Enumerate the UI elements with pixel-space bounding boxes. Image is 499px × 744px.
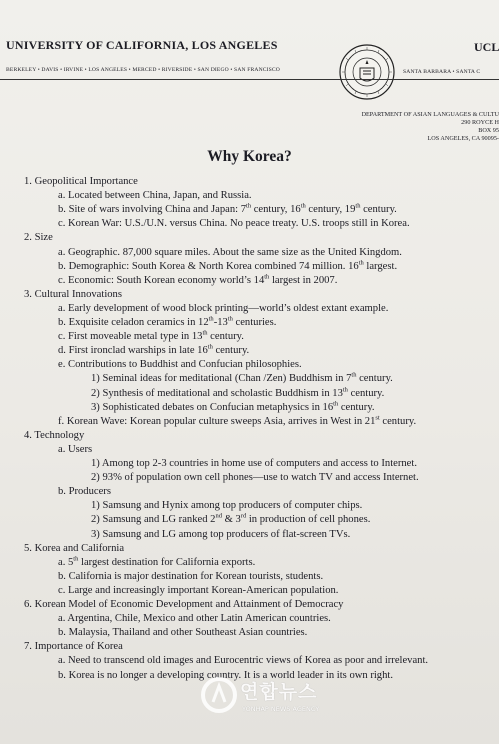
outline-item: a. Geographic. 87,000 square miles. About the same size as the United Kingdom.: [58, 246, 402, 258]
campus-list: BERKELEY • DAVIS • IRVINE • LOS ANGELES • MERCED • RIVERSIDE • SAN DIEGO • SAN FRANCISCO: [6, 67, 280, 73]
campus-list-right: SANTA BARBARA • SANTA C: [403, 69, 481, 75]
address-line: BOX 95: [478, 127, 499, 134]
outline-subitem: 1) Among top 2-3 countries in home use of computers and access to Internet.: [91, 458, 417, 469]
outline-item: d. First ironclad warships in late 16th century.: [58, 343, 250, 357]
yonhap-logo-icon: [200, 676, 238, 714]
outline-item: b. California is major destination for Korean tourists, students.: [58, 570, 324, 582]
outline-item: f. Korean Wave: Korean popular culture sweeps Asia, arrives in West in 21st century.: [58, 414, 417, 427]
outline-item: b. Site of wars involving China and Japan: 7th century, 16th century, 19th century.: [58, 202, 397, 216]
outline-heading: 2. Size: [24, 232, 53, 244]
document-title: Why Korea?: [207, 148, 292, 165]
outline-item: a. Users: [58, 443, 93, 455]
outline-heading: 4. Technology: [24, 429, 85, 441]
outline-item: b. Exquisite celadon ceramics in 12th-13th centuries.: [58, 315, 277, 328]
address-line: LOS ANGELES, CA 90095-: [427, 135, 499, 142]
letterhead-rule: [0, 79, 499, 80]
outline-item: a. Early development of wood block printing—world’s oldest extant example.: [58, 302, 389, 314]
outline-item: c. Korean War: U.S./U.N. versus China. No peace treaty. U.S. troops still in Korea.: [58, 218, 410, 230]
outline-heading: 7. Importance of Korea: [24, 641, 123, 653]
outline-item: a. Need to transcend old images and Eurocentric views of Korea as poor and irrelevant.: [58, 655, 429, 667]
address-line: 290 ROYCE H: [461, 119, 499, 126]
outline-subitem: 2) Samsung and LG ranked 2nd & 3rd in production of cell phones.: [91, 512, 371, 526]
yonhap-watermark: [200, 674, 340, 720]
outline-subitem: 2) 93% of population own cell phones—use to watch TV and access Internet.: [91, 472, 419, 484]
outline-list: [0, 175, 499, 680]
outline-item: b. Korea is no longer a developing country. It is a world leader in its own right.: [58, 669, 393, 681]
outline-heading: 3. Cultural Innovations: [24, 288, 122, 300]
outline-subitem: 3) Samsung and LG among top producers of flat-screen TVs.: [91, 528, 351, 540]
outline-subitem: 2) Synthesis of meditational and scholastic Buddhism in 13th century.: [91, 385, 385, 399]
department-address: [362, 111, 499, 143]
outline-subitem: 3) Sophisticated debates on Confucian metaphysics in 16th century.: [91, 400, 375, 413]
outline-item: c. Large and increasingly important Korean-American population.: [58, 584, 339, 596]
outline-item: b. Producers: [58, 486, 111, 498]
outline-item: b. Malaysia, Thailand and other Southeast Asian countries.: [58, 627, 308, 639]
outline-heading: 1. Geopolitical Importance: [24, 176, 138, 187]
address-line: DEPARTMENT OF ASIAN LANGUAGES & CULTU: [361, 111, 499, 118]
outline-heading: 6. Korean Model of Economic Development and Attainment of Democracy: [24, 599, 344, 610]
outline-item: b. Demographic: South Korea & North Korea combined 74 million. 16th largest.: [58, 259, 398, 272]
outline-subitem: 1) Seminal ideas for meditational (Chan /Zen) Buddhism in 7th century.: [91, 371, 393, 385]
outline-item: a. Argentina, Chile, Mexico and other Latin American countries.: [58, 613, 331, 625]
outline-item: e. Contributions to Buddhist and Confucian philosophies.: [58, 359, 302, 371]
watermark-name: 연합뉴스: [240, 681, 318, 703]
outline-heading: 5. Korea and California: [24, 542, 125, 554]
outline-subitem: 1) Samsung and Hynix among top producers of computer chips.: [91, 500, 363, 512]
university-name: UNIVERSITY OF CALIFORNIA, LOS ANGELES: [6, 38, 278, 52]
ucla-abbrev: UCL: [474, 40, 499, 54]
outline-item: a. Located between China, Japan, and Russia.: [58, 190, 252, 202]
watermark-sub: YONHAP NEWS AGENCY: [242, 705, 320, 713]
outline-item: c. First moveable metal type in 13th century.: [58, 329, 244, 343]
university-seal-icon: [339, 44, 395, 100]
outline-item: c. Economic: South Korean economy world’s 14th largest in 2007.: [58, 273, 338, 286]
outline-item: a. 5th largest destination for California exports.: [58, 555, 256, 568]
